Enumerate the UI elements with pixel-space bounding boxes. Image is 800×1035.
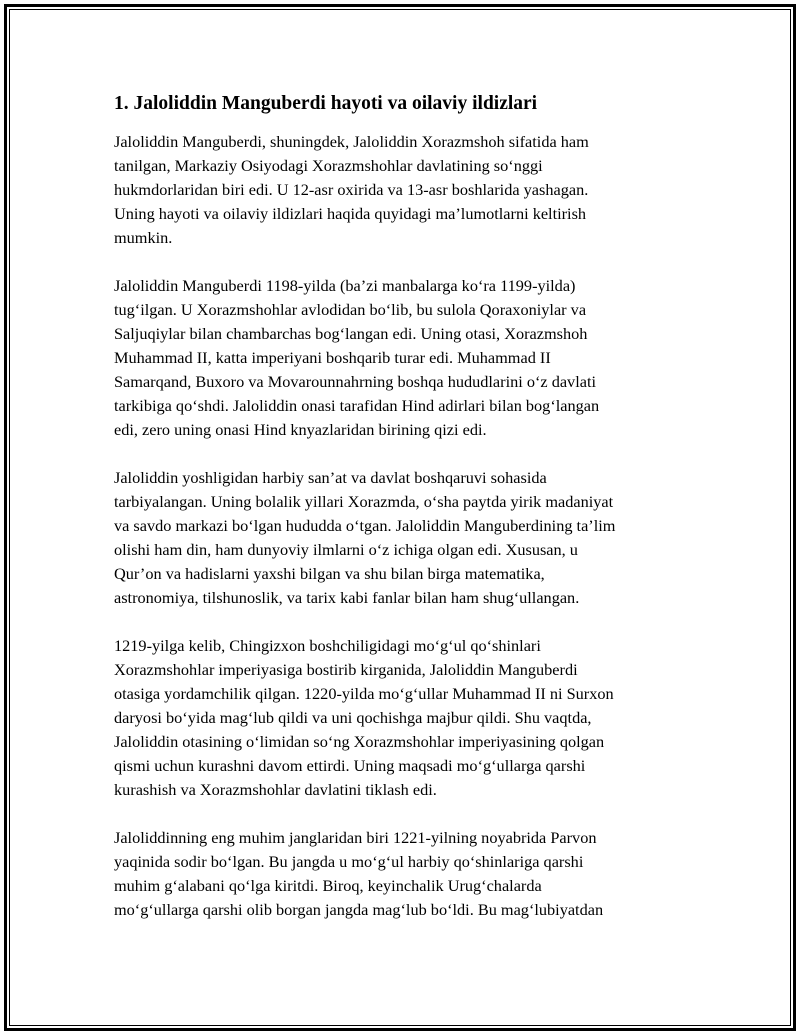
document-body — [114, 90, 689, 946]
paragraph-parvan-battle: Jaloliddinning eng muhim janglaridan biri 1221-yilning noyabrida Parvon yaqinida sodir bo‘lgan. Bu jangda u mo‘g‘ul harbiy qo‘shinlariga qarshi muhim g‘alabani qo‘lga kiritdi. Biroq, keyinchalik Urug‘chalarda mo‘g‘ullarga qarshi olib borgan jangda mag‘lub bo‘ldi. Bu mag‘lubiyatdan — [114, 828, 604, 919]
paragraph-birth-lineage: Jaloliddin Manguberdi 1198-yilda (ba’zi manbalarga ko‘ra 1199-yilda) tug‘ilgan. U Xorazmshohlar avlodidan bo‘lib, bu sulola Qoraxoniylar va Saljuqiylar bilan chambarchas bog‘langan edi. Uning otasi, Xorazmshoh Muhammad II, katta imperiyani boshqarib turar edi. Muhammad II Samarqand, Buxoro va Movarounnahrning boshqa hududlarini o‘z davlati tarkibiga qo‘shdi. Jaloliddin onasi tarafidan Hind adirlari bilan bog‘langan edi, zero uning onasi Hind knyazlaridan birining qizi edi. — [114, 276, 600, 439]
paragraph-intro: Jaloliddin Manguberdi, shuningdek, Jaloliddin Xorazmshoh sifatida ham tanilgan, Markaziy Osiyodagi Xorazmshohlar davlatining so‘nggi hukmdorlaridan biri edi. U 12-asr oxirida va 13-asr boshlarida yashagan. Uning hayoti va oilaviy ildizlari haqida quyidagi ma’lumotlarni keltirish mumkin. — [114, 132, 589, 247]
section-heading: 1. Jaloliddin Manguberdi hayoti va oilaviy ildizlari — [114, 93, 538, 114]
paragraph-education: Jaloliddin yoshligidan harbiy san’at va davlat boshqaruvi sohasida tarbiyalangan. Uning bolalik yillari Xorazmda, o‘sha paytda yirik madaniyat va savdo markazi bo‘lgan hududda o‘tgan. Jaloliddin Manguberdining ta’lim olishi ham din, ham dunyoviy ilmlarni o‘z ichiga olgan edi. Xususan, u Qur’on va hadislarni yaxshi bilgan va shu bilan birga matematika, astronomiya, tilshunoslik, va tarix kabi fanlar bilan ham shug‘ullangan. — [114, 468, 616, 607]
paragraph-mongol-invasion: 1219-yilga kelib, Chingizxon boshchiligidagi mo‘g‘ul qo‘shinlari Xorazmshohlar imperiyasiga bostirib kirganida, Jaloliddin Manguberdi otasiga yordamchilik qilgan. 1220-yilda mo‘g‘ullar Muhammad II ni Surxon daryosi bo‘yida mag‘lub qildi va uni qochishga majbur qildi. Shu vaqtda, Jaloliddin otasining o‘limidan so‘ng Xorazmshohlar imperiyasining qolgan qismi uchun kurashni davom ettirdi. Uning maqsadi mo‘g‘ullarga qarshi kurashish va Xorazmshohlar davlatini tiklash edi. — [114, 636, 614, 799]
